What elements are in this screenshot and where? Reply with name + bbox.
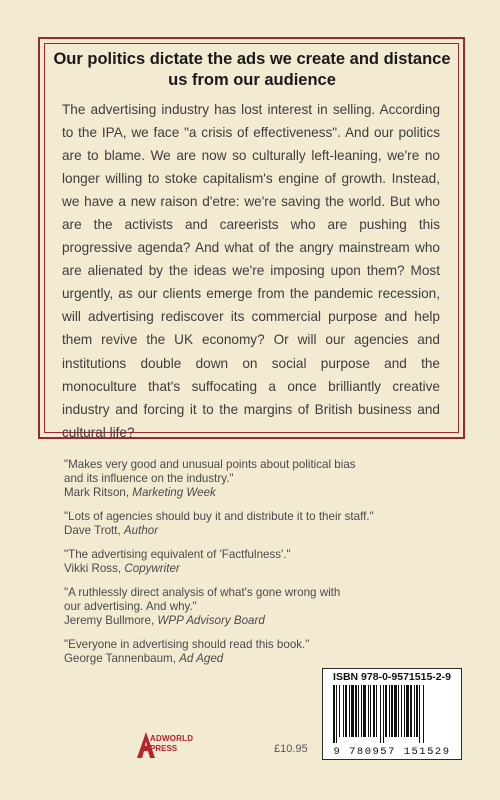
barcode-bar: [333, 685, 335, 743]
quote-author: Dave Trott,: [64, 524, 124, 537]
barcode-bar: [336, 685, 337, 743]
quote-author-role: Copywriter: [124, 562, 180, 575]
quote: [64, 510, 464, 538]
quote: [64, 548, 464, 576]
barcode-bar: [404, 685, 405, 737]
barcode-bar: [398, 685, 399, 737]
barcode-bar: [389, 685, 390, 737]
barcode-bar: [376, 685, 377, 737]
barcode-bar: [385, 685, 387, 737]
quote-attribution: [64, 524, 464, 538]
quote-text: "Makes very good and unusual points about political bias and its influence on the industry.": [64, 458, 356, 485]
barcode-number: 9 780957 151529: [333, 746, 451, 758]
quote-author-role: Marketing Week: [132, 486, 216, 499]
barcode-bar: [416, 685, 418, 737]
quote: [64, 586, 464, 628]
quote-author-role: Author: [123, 524, 159, 537]
barcode-bar: [361, 685, 362, 737]
barcode-box: [322, 668, 462, 760]
quotes-list: [64, 458, 464, 676]
quote: [64, 638, 464, 666]
quote-text: "Everyone in advertising should read this book.": [64, 638, 310, 651]
quote-author: Vikki Ross,: [64, 562, 125, 575]
barcode-bar: [423, 685, 424, 743]
quote-author-role: WPP Advisory Board: [157, 614, 265, 627]
publisher-name-line1: ADWORLD: [150, 734, 194, 743]
quote: [64, 458, 464, 500]
quote-author: Jeremy Bullmore,: [64, 614, 158, 627]
barcode-bar: [370, 685, 371, 737]
barcode-bar: [351, 685, 354, 737]
publisher-logo: [136, 730, 196, 764]
price: £10.95: [274, 743, 308, 755]
barcode-bar: [355, 685, 357, 737]
isbn-label: ISBN 978-0-9571515-2-9: [333, 671, 451, 683]
barcode-bar: [406, 685, 409, 737]
quote-attribution: [64, 652, 464, 666]
headline: Our politics dictate the ads we create and distance us from our audience: [53, 50, 451, 89]
barcode-bar: [363, 685, 366, 737]
barcode-icon: [329, 685, 457, 743]
barcode-bar: [345, 685, 347, 737]
barcode-bar: [391, 685, 393, 737]
quote-text: "The advertising equivalent of 'Factfulness'.": [64, 548, 291, 561]
barcode-bar: [343, 685, 344, 737]
quote-text: "Lots of agencies should buy it and distribute it to their staff.": [64, 510, 374, 523]
barcode-bar: [401, 685, 402, 737]
quote-author-role: Ad Aged: [179, 652, 224, 665]
barcode-bar: [339, 685, 340, 737]
barcode-bar: [394, 685, 397, 737]
quote-author: George Tannenbaum,: [64, 652, 180, 665]
quote-attribution: [64, 562, 464, 576]
barcode-bar: [419, 685, 420, 743]
barcode-bar: [373, 685, 375, 737]
blurb-text: The advertising industry has lost interest in selling. According to the IPA, we face "a crisis of effectiveness". And our politics are to blame. We are now so culturally left-leaning, we're no longer willing to stoke capitalism's engine of growth. Instead, we have a new raison d'etre: we're saving the world. But who are the activists and careerists who are pushing this progressive agenda? And what of the angry mainstream who are alienated by the ideas we're imposing upon them? Most urgently, as our clients emerge from the pandemic recession, will advertising rediscover its commercial purpose and help them revive the UK economy? Or will our agencies and institutions double down on social purpose and the monoculture that's suffocating a once brilliantly creative industry and forcing it to the margins of British business and cultural life?: [62, 102, 440, 440]
quote-text: "A ruthlessly direct analysis of what's gone wrong with our advertising. And why.": [64, 586, 341, 613]
quote-author: Mark Ritson,: [64, 486, 133, 499]
quote-attribution: [64, 614, 464, 628]
quote-attribution: [64, 486, 464, 500]
barcode-bar: [349, 685, 350, 737]
barcode-bar: [383, 685, 384, 743]
publisher-name-line2: PRESS: [150, 744, 178, 753]
barcode-bar: [414, 685, 415, 737]
barcode-bar: [410, 685, 412, 737]
barcode-bar: [380, 685, 381, 743]
barcode-bar: [368, 685, 369, 737]
barcode-bar: [358, 685, 359, 737]
